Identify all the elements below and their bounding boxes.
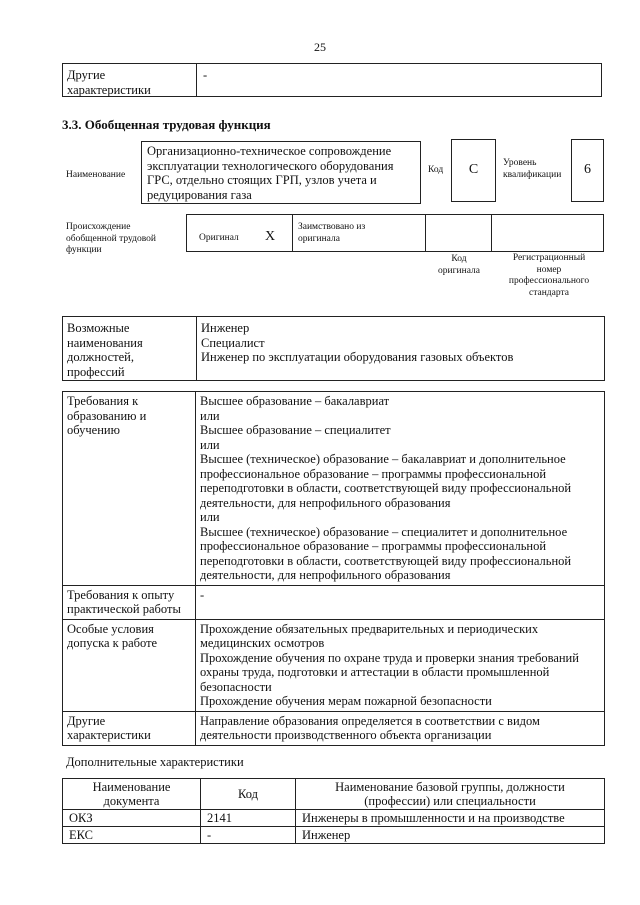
table-row	[63, 619, 605, 711]
positions-value: Инженер Специалист Инженер по эксплуатации оборудования газовых объектов	[201, 321, 514, 364]
registration-number-label: Регистрационный номер профессионального стандарта	[508, 253, 590, 298]
positions-label: Возможные наименования должностей, профессий	[67, 321, 143, 379]
row-code: -	[201, 827, 296, 844]
top-row-label: Другие характеристики	[67, 68, 151, 97]
page-number: 25	[314, 40, 326, 54]
origin-divider-3	[491, 214, 492, 252]
qualification-level-cell	[571, 139, 604, 202]
qualification-level-label: Уровень квалификации	[503, 158, 562, 180]
additional-title: Дополнительные характеристики	[66, 755, 244, 769]
education-value: Высшее образование – бакалавриат или Высшее образование – специалитет или Высшее (техническое) образование – бакалавриат и дополнительное профессиональное образование – программы профессиональной переподготовки в области, соответствующей виду профессиональной деятельности, для непрофильного образования или Высшее (техническое) образование – специалитет и дополнительное профессиональное образование – программы профессиональной переподготовки в области, соответствующей виду профессиональной деятельности, для непрофильного образования	[196, 392, 605, 586]
borrowed-label: Заимствовано из оригинала	[298, 222, 366, 244]
function-code-value: C	[468, 162, 479, 177]
row-document: ОКЗ	[63, 810, 201, 827]
top-row-label-cell	[62, 63, 197, 97]
origin-divider-2	[425, 214, 426, 252]
function-name-value: Организационно-техническое сопровождение эксплуатации технологического оборудования ГРС, отдельно стоящих ГРП, узлов учета и редуцирования газа	[147, 144, 394, 202]
original-label: Оригинал	[199, 233, 239, 243]
top-row-value-cell	[196, 63, 602, 97]
section-heading: 3.3. Обобщенная трудовая функция	[62, 117, 271, 132]
positions-value-cell	[196, 316, 605, 381]
admission-value: Прохождение обязательных предварительных и периодических медицинских осмотров Прохождение обучения по охране труда и проверки знания требований охраны труда, подготовки и аттестации в области промышленной безопасности Прохождение обучения мерам пожарной безопасности	[196, 619, 605, 711]
header-group: Наименование базовой группы, должности (профессии) или специальности	[296, 779, 605, 810]
admission-label: Особые условия допуска к работе	[63, 619, 196, 711]
header-code: Код	[201, 779, 296, 810]
qualification-level-value: 6	[584, 162, 591, 177]
other-label: Другие характеристики	[63, 711, 196, 745]
function-name-cell	[141, 141, 421, 204]
positions-label-cell	[62, 316, 197, 381]
header-document: Наименование документа	[63, 779, 201, 810]
table-row	[63, 392, 605, 586]
function-code-cell	[451, 139, 496, 202]
row-group: Инженер	[296, 827, 605, 844]
code-original-label: Код оригинала	[438, 254, 480, 276]
requirements-table	[62, 391, 605, 746]
table-header-row	[63, 779, 605, 810]
function-code-label: Код	[428, 165, 444, 175]
origin-table	[186, 214, 604, 252]
original-mark: X	[265, 229, 276, 244]
origin-divider-1	[292, 214, 293, 252]
origin-label: Происхождение обобщенной трудовой функции	[66, 222, 156, 255]
table-row	[63, 585, 605, 619]
row-group: Инженеры в промышленности и на производстве	[296, 810, 605, 827]
education-label: Требования к образованию и обучению	[63, 392, 196, 586]
top-row-value: -	[203, 68, 208, 82]
row-document: ЕКС	[63, 827, 201, 844]
table-row	[63, 810, 605, 827]
table-row	[63, 711, 605, 745]
table-row	[63, 827, 605, 844]
experience-value: -	[196, 585, 605, 619]
function-name-label: Наименование	[66, 170, 126, 180]
experience-label: Требования к опыту практической работы	[63, 585, 196, 619]
row-code: 2141	[201, 810, 296, 827]
additional-table	[62, 778, 605, 844]
other-value: Направление образования определяется в соответствии с видом деятельности производственного объекта организации	[196, 711, 605, 745]
